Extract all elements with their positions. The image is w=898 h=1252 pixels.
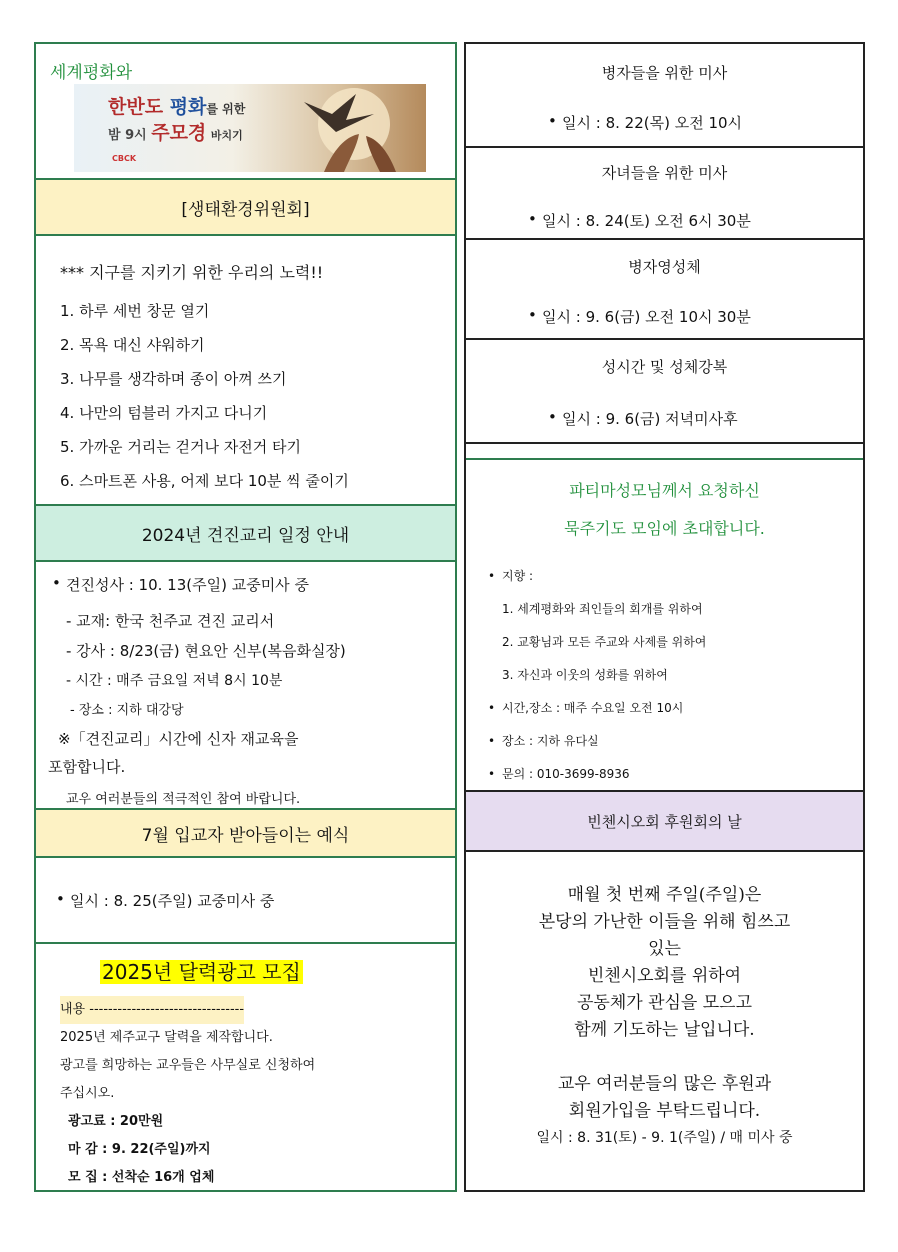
children-mass-section bbox=[466, 146, 863, 238]
sick-communion-title: 병자영성체 bbox=[628, 258, 701, 276]
fatima-place: • 장소 : 지하 유다실 bbox=[502, 725, 706, 758]
catechism-line: - 시간 : 매주 금요일 저녁 8시 10분 bbox=[66, 673, 283, 689]
fatima-intention: 2. 교황님과 모든 주교와 사제를 위하여 bbox=[502, 635, 707, 649]
catechism-header bbox=[36, 504, 455, 560]
banner-text-2a: 밤 9시 bbox=[108, 128, 147, 143]
sick-mass-section bbox=[466, 44, 863, 146]
sick-communion-detail: • 일시 : 9. 6(금) 오전 10시 30분 bbox=[542, 306, 751, 327]
fatima-divider bbox=[466, 458, 863, 460]
vincent-date: 일시 : 8. 31(토) - 9. 1(주일) / 매 미사 중 bbox=[536, 1130, 793, 1146]
vincent-spacer bbox=[466, 1044, 863, 1071]
sick-mass-detail: • 일시 : 8. 22(목) 오전 10시 bbox=[562, 112, 742, 133]
sick-communion-section bbox=[466, 238, 863, 338]
left-column bbox=[34, 42, 457, 1192]
peace-prayer-banner-image bbox=[74, 84, 426, 172]
vincent-header bbox=[466, 790, 863, 850]
list-item: 1. 하루 세번 창문 열기 bbox=[60, 302, 210, 320]
fatima-time-place: • 시간,장소 : 매주 수요일 오전 10시 bbox=[502, 692, 706, 725]
list-item: 3. 나무를 생각하며 종이 아껴 쓰기 bbox=[60, 370, 287, 388]
catechism-line: - 장소 : 지하 대강당 bbox=[70, 703, 184, 718]
banner-text-2b: 주모경 bbox=[151, 122, 207, 144]
children-mass-detail: • 일시 : 8. 24(토) 오전 6시 30분 bbox=[542, 210, 751, 231]
calendar-recruit: 모 집 : 선착순 16개 업체 bbox=[68, 1170, 215, 1185]
calendar-fee: 광고료 : 20만원 bbox=[68, 1114, 164, 1129]
banner-text-1b: 평화 bbox=[169, 96, 207, 118]
calendar-ad-section bbox=[36, 942, 455, 1190]
vincent-line: 함께 기도하는 날입니다. bbox=[574, 1020, 755, 1040]
list-item: 2. 목욕 대신 샤워하기 bbox=[60, 336, 205, 354]
banner-text-1a: 한반도 bbox=[108, 96, 164, 118]
sick-mass-title: 병자들을 위한 미사 bbox=[601, 64, 728, 82]
catechism-line: - 교재: 한국 천주교 견진 교리서 bbox=[66, 612, 275, 630]
vincent-title: 빈첸시오회 후원회의 날 bbox=[587, 812, 742, 831]
fatima-intention-label: • 지향 : bbox=[502, 560, 706, 593]
calendar-deadline: 마 감 : 9. 22(주일)까지 bbox=[68, 1142, 211, 1157]
calendar-title bbox=[100, 956, 303, 985]
eco-header bbox=[36, 178, 455, 234]
catechism-note-3: 교우 여러분들의 적극적인 참여 바랍니다. bbox=[66, 792, 301, 807]
peace-section bbox=[36, 44, 455, 178]
vincent-line: 회원가입을 부탁드립니다. bbox=[568, 1101, 761, 1121]
calendar-label: 내용 --------------------------------- bbox=[60, 996, 244, 1024]
fatima-intention: 3. 자신과 이웃의 성화를 위하여 bbox=[502, 668, 668, 682]
vincent-line: 빈첸시오회를 위하여 bbox=[587, 966, 742, 986]
newcomers-detail: • 일시 : 8. 25(주일) 교중미사 중 bbox=[70, 890, 274, 911]
holy-hour-detail: • 일시 : 9. 6(금) 저녁미사후 bbox=[562, 408, 738, 429]
list-item: 6. 스마트폰 사용, 어제 보다 10분 씩 줄이기 bbox=[60, 472, 349, 490]
list-item: 4. 나만의 텀블러 가지고 다니기 bbox=[60, 404, 268, 422]
catechism-line: - 강사 : 8/23(금) 현요안 신부(복음화실장) bbox=[66, 642, 346, 660]
list-item: 5. 가까운 거리는 걷거나 자전거 타기 bbox=[60, 438, 302, 456]
vincent-line: 교우 여러분들의 많은 후원과 bbox=[557, 1074, 772, 1094]
catechism-title: 2024년 견진교리 일정 안내 bbox=[141, 525, 350, 546]
catechism-note-1: ※「견진교리」시간에 신자 재교육을 bbox=[58, 730, 299, 748]
banner-text-2c: 바치기 bbox=[210, 129, 243, 142]
vincent-line: 공동체가 관심을 모으고 bbox=[576, 993, 753, 1013]
fatima-section bbox=[466, 442, 863, 790]
holy-hour-title: 성시간 및 성체강복 bbox=[601, 358, 728, 376]
vincent-body bbox=[466, 850, 863, 1190]
right-column bbox=[464, 42, 865, 1192]
catechism-bullet: • 견진성사 : 10. 13(주일) 교중미사 중 bbox=[66, 574, 309, 595]
vincent-line: 있는 bbox=[648, 939, 681, 959]
eco-intro: *** 지구를 지키기 위한 우리의 노력!! bbox=[60, 263, 324, 282]
eco-body bbox=[36, 234, 455, 504]
newcomers-title: 7월 입교자 받아들이는 예식 bbox=[141, 825, 350, 846]
peace-heading: 세계평화와 bbox=[50, 63, 133, 83]
fatima-title-2: 묵주기도 모임에 초대합니다. bbox=[564, 519, 765, 538]
fatima-contact: • 문의 : 010-3699-8936 bbox=[502, 758, 706, 791]
holy-hour-section bbox=[466, 338, 863, 442]
calendar-line-2: 광고를 희망하는 교우들은 사무실로 신청하여 bbox=[60, 1058, 316, 1073]
children-mass-title: 자녀들을 위한 미사 bbox=[601, 164, 728, 182]
vincent-line: 매월 첫 번째 주일(주일)은 bbox=[567, 885, 762, 905]
fatima-intention: 1. 세계평화와 죄인들의 회개를 위하여 bbox=[502, 602, 703, 616]
eco-list bbox=[60, 294, 349, 498]
newcomers-header bbox=[36, 808, 455, 856]
calendar-line-1: 2025년 제주교구 달력을 제작합니다. bbox=[60, 1030, 273, 1045]
vincent-line: 본당의 가난한 이들을 위해 힘쓰고 bbox=[538, 912, 791, 932]
calendar-line-3: 주십시오. bbox=[60, 1086, 115, 1101]
catechism-note-2: 포함합니다. bbox=[48, 758, 126, 776]
catechism-body bbox=[36, 560, 455, 808]
cbck-logo: CBCK bbox=[112, 154, 137, 163]
eco-title: [생태환경위원회] bbox=[181, 199, 310, 220]
newcomers-body bbox=[36, 856, 455, 942]
banner-text-1c: 를 위한 bbox=[206, 102, 246, 116]
calendar-title-text: 2025년 달력광고 모집 bbox=[102, 960, 301, 984]
fatima-title-1: 파티마성모님께서 요청하신 bbox=[569, 481, 760, 500]
